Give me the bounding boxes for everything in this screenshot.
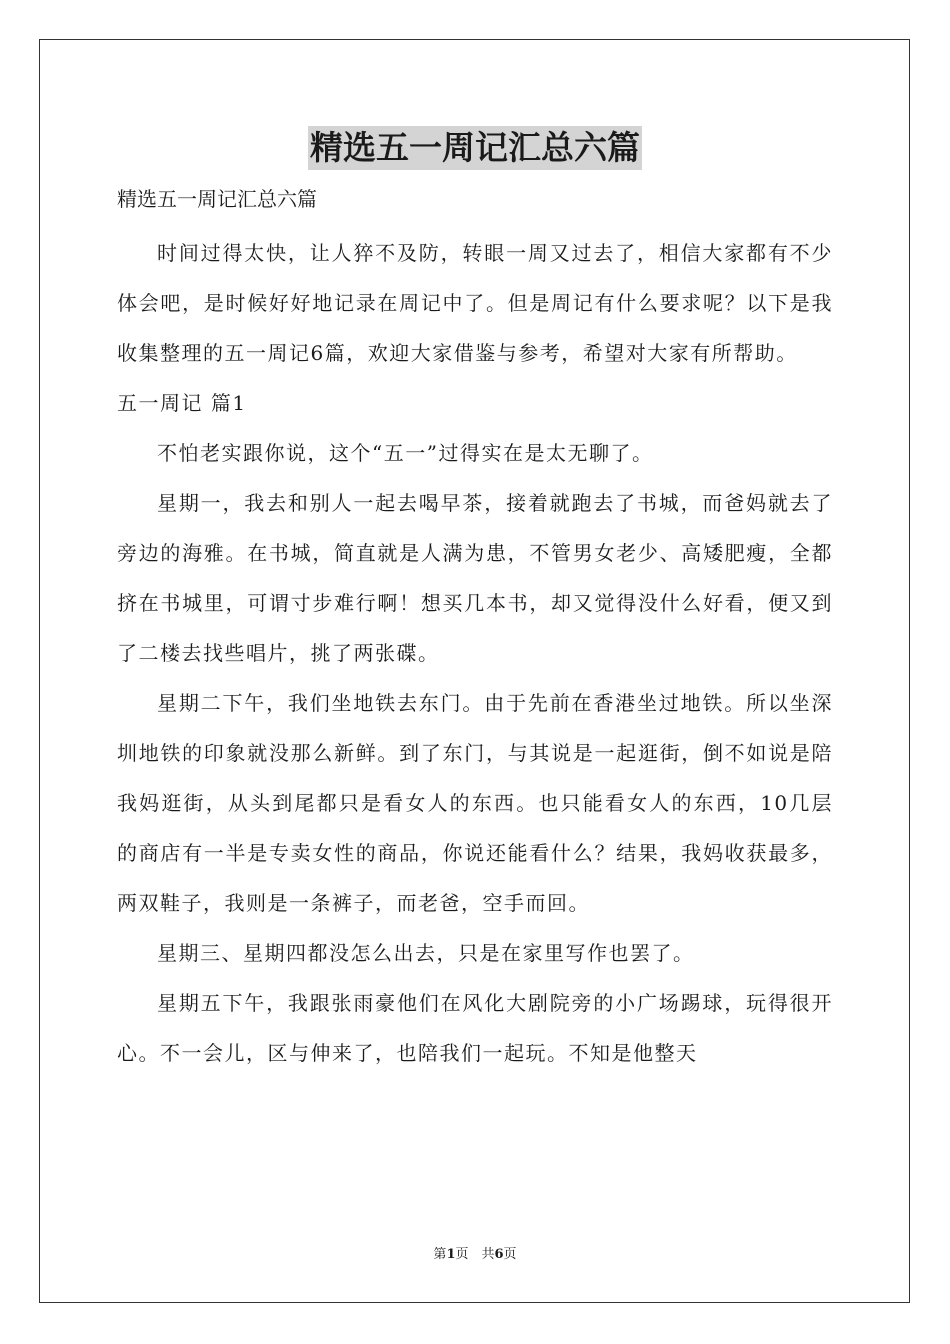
footer-page-current: 1 <box>446 1247 456 1262</box>
document-title: 精选五一周记汇总六篇 <box>308 126 642 170</box>
paragraph: 星期一，我去和别人一起去喝早茶，接着就跑去了书城，而爸妈就去了旁边的海雅。在书城，简直就是人满为患，不管男女老少、高矮肥瘦，全都挤在书城里，可谓寸步难行啊！想买几本书，却又觉得没什么好看，便又到了二楼去找些唱片，挑了两张碟。 <box>117 491 833 665</box>
footer-page-prefix: 第 <box>433 1247 447 1262</box>
paragraph: 不怕老实跟你说，这个“五一”过得实在是太无聊了。 <box>157 441 654 465</box>
footer-page-mid: 页 共 <box>455 1247 495 1262</box>
paragraph: 星期五下午，我跟张雨豪他们在风化大剧院旁的小广场踢球，玩得很开心。不一会儿，区与伸来了，也陪我们一起玩。不知是他整天 <box>117 991 833 1065</box>
document-subtitle: 精选五一周记汇总六篇 <box>117 187 317 211</box>
footer-page-total: 6 <box>494 1247 504 1262</box>
title-wrap <box>117 126 833 170</box>
footer-page-suffix: 页 <box>503 1247 517 1262</box>
paragraph: 星期二下午，我们坐地铁去东门。由于先前在香港坐过地铁。所以坐深圳地铁的印象就没那么新鲜。到了东门，与其说是一起逛街，倒不如说是陪我妈逛街，从头到尾都只是看女人的东西。也只能看女人的东西，10几层的商店有一半是专卖女性的商品，你说还能看什么？结果，我妈收获最多，两双鞋子，我则是一条裤子，而老爸，空手而回。 <box>117 691 833 915</box>
section-heading: 五一周记 篇1 <box>117 391 247 415</box>
paragraph: 时间过得太快，让人猝不及防，转眼一周又过去了，相信大家都有不少体会吧，是时候好好地记录在周记中了。但是周记有什么要求呢？以下是我收集整理的五一周记6篇，欢迎大家借鉴与参考，希望对大家有所帮助。 <box>117 241 833 365</box>
document-body <box>117 228 833 1078</box>
page-footer <box>0 1245 950 1265</box>
paragraph: 星期三、星期四都没怎么出去，只是在家里写作也罢了。 <box>157 941 695 965</box>
